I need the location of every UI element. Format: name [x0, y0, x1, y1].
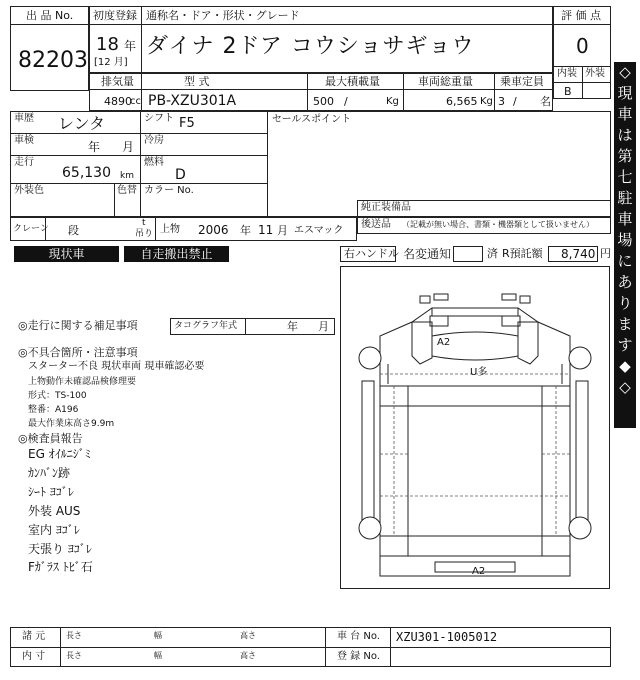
first-registration-label: 初度登録 — [93, 9, 137, 22]
banner-char: 第 — [617, 147, 633, 165]
inspector-line-5: 室内 ﾖｺﾞﾚ — [28, 523, 80, 537]
defect-line-5: 最大作業床高さ9.9m — [28, 419, 115, 429]
exterior-grade-label: 外装 — [585, 68, 605, 79]
self-drive-banned-badge: 自走搬出禁止 — [124, 246, 229, 262]
total-weight: 6,565 — [446, 95, 478, 108]
damage-mark-mid: U多 — [470, 367, 488, 378]
lot-number-label: 出 品 No. — [26, 9, 74, 22]
banner-char: ◇ — [619, 378, 631, 396]
tachograph-month-unit: 月 — [318, 320, 329, 333]
capacity: 3 — [498, 95, 505, 108]
current-car-badge: 現状車 — [14, 246, 119, 262]
tax-unit: 円 — [600, 247, 611, 260]
name-change-label: 名変通知 — [403, 247, 452, 261]
max-load-slash: / — [344, 95, 348, 108]
inspector-line-3: ｼｰﾄ ﾖｺﾞﾚ — [28, 485, 74, 499]
registration-month: [12 月] — [94, 57, 128, 68]
mileage-label: 走行 — [14, 157, 34, 168]
right-handle: 右ハンドル — [344, 247, 399, 260]
shift: F5 — [179, 116, 195, 131]
rating-label: 評 価 点 — [561, 9, 601, 22]
tax-amount: 8,740 — [561, 247, 596, 261]
wheel-rear-left — [359, 517, 381, 539]
capacity-slash: / — [513, 95, 517, 108]
color-number-label: カラー No. — [144, 185, 194, 196]
inspection-month-unit: 月 — [122, 140, 135, 154]
history-label: 車歴 — [14, 113, 34, 124]
fuel: D — [175, 167, 186, 183]
fuel-label: 燃料 — [144, 157, 164, 168]
inspector-line-6: 天張り ﾖｺﾞﾚ — [28, 542, 92, 556]
dimensions-label: 諸 元 — [22, 631, 46, 642]
banner-char: す — [617, 336, 633, 354]
crane-stage-unit: 段 — [68, 224, 79, 237]
inner-height-label: 高さ — [240, 651, 256, 660]
color-swap-label: 色替 — [117, 185, 137, 196]
damage-mark-front: A2 — [437, 337, 451, 348]
inspection-label: 車検 — [14, 135, 34, 146]
inspector-line-4: 外装 AUS — [28, 504, 81, 518]
model-code-label: 型 式 — [184, 75, 210, 88]
chassis-number: XZU301-1005012 — [396, 630, 498, 644]
platform-year: 2006 — [198, 223, 229, 237]
lot-number: 82203 — [18, 48, 88, 73]
banner-char: 駐 — [617, 189, 633, 207]
inner-width-label: 幅 — [154, 651, 162, 660]
standard-equipment-label: 純正装備品 — [361, 202, 411, 213]
name-change-box — [453, 246, 483, 262]
max-load-label: 最大積載量 — [325, 75, 380, 88]
inspector-line-7: Fｶﾞﾗｽ ﾄﾋﾞ石 — [28, 560, 93, 574]
wheel-rear-right — [569, 517, 591, 539]
inspector-line-2: ｶﾝﾊﾞﾝ跡 — [28, 466, 71, 480]
wheel-front-right — [569, 347, 591, 369]
banner-char: あ — [617, 273, 633, 291]
displacement: 4890 — [104, 95, 132, 108]
banner-char: ◇ — [619, 63, 631, 81]
banner-char: は — [617, 126, 633, 144]
inner-length-label: 長さ — [66, 651, 82, 660]
platform-year-unit: 年 — [240, 224, 251, 237]
inspector-line-1: EG ｵｲﾙﾆｼﾞﾐ — [28, 447, 91, 461]
vehicle-diagram — [340, 266, 610, 589]
inspector-report-label: ◎検査員報告 — [18, 432, 83, 445]
shift-label: シフト — [144, 113, 174, 124]
dim-height-label: 高さ — [240, 631, 256, 640]
banner-char: り — [617, 294, 633, 312]
model-name: ダイナ 2ドア コウショサギョウ — [146, 34, 475, 59]
banner-char: に — [617, 252, 633, 270]
defect-line-2: 上物動作未確認品検修理要 — [28, 377, 137, 387]
banner-char: 場 — [617, 231, 633, 249]
parking-notice-banner — [614, 62, 636, 428]
defect-line-3: 形式：TS-100 — [28, 391, 87, 401]
banner-char: 車 — [617, 210, 633, 228]
registration-year-unit: 年 — [124, 39, 137, 53]
max-load: 500 — [313, 95, 334, 108]
platform-month-unit: 月 — [277, 224, 288, 237]
platform-maker: エスマック — [294, 225, 344, 236]
capacity-label: 乗車定員 — [500, 75, 544, 88]
capacity-unit: 名 — [540, 95, 551, 108]
crane-hang-label: 吊り — [135, 229, 154, 239]
max-load-unit: Kg — [386, 96, 399, 107]
exterior-color-label: 外装色 — [14, 185, 44, 196]
inspection-year-unit: 年 — [88, 140, 101, 154]
crane-label: クレーン — [13, 224, 49, 234]
total-weight-unit: Kg — [480, 96, 493, 107]
banner-char: ◆ — [619, 357, 631, 375]
interior-grade-label: 内装 — [557, 68, 577, 79]
tachograph-label: タコグラフ年式 — [174, 321, 238, 331]
dim-width-label: 幅 — [154, 631, 162, 640]
chassis-number-label: 車 台 No. — [337, 631, 380, 642]
displacement-label: 排気量 — [101, 75, 134, 88]
interior-grade: B — [564, 85, 572, 98]
banner-char: 車 — [617, 105, 633, 123]
after-delivery-label: 後送品 — [361, 219, 391, 230]
dim-length-label: 長さ — [66, 631, 82, 640]
defects-label: ◎不具合箇所・注意事項 — [18, 346, 138, 359]
model-code: PB-XZU301A — [148, 93, 237, 109]
total-weight-label: 車両総重量 — [418, 75, 473, 88]
history: レンタ — [58, 114, 105, 133]
displacement-unit: cc — [130, 96, 141, 107]
defect-line-1: スターター不良 現状車両 現車確認必要 — [28, 361, 205, 372]
banner-char: 現 — [617, 84, 633, 102]
selling-point-label: セールスポイント — [272, 114, 352, 125]
banner-char: ま — [617, 315, 633, 333]
banner-char: 七 — [617, 168, 633, 186]
rating-value: 0 — [576, 34, 589, 58]
crane-ton-label: t — [142, 218, 146, 228]
defect-line-4: 整番：A196 — [28, 405, 79, 415]
mileage-unit: km — [120, 171, 134, 181]
registration-year: 18 — [96, 34, 119, 55]
tax-prefix: 済 — [487, 247, 498, 260]
mileage: 65,130 — [62, 165, 111, 181]
tachograph-year-unit: 年 — [287, 320, 298, 333]
interior-dimensions-label: 内 寸 — [22, 651, 46, 662]
registration-number-label: 登 録 No. — [337, 651, 380, 662]
aircon-label: 冷房 — [144, 135, 164, 146]
after-delivery-note: （記載が無い場合、書類・機器類として扱いません） — [402, 220, 594, 229]
platform-label: 上物 — [160, 224, 180, 235]
tax-label: R預託額 — [502, 247, 543, 260]
model-name-label: 通称名・ドア・形状・グレード — [146, 9, 300, 22]
wheel-front-left — [359, 347, 381, 369]
driving-notes-label: ◎走行に関する補足事項 — [18, 319, 138, 332]
platform-month: 11 — [258, 223, 274, 237]
damage-mark-rear: A2 — [472, 566, 486, 577]
